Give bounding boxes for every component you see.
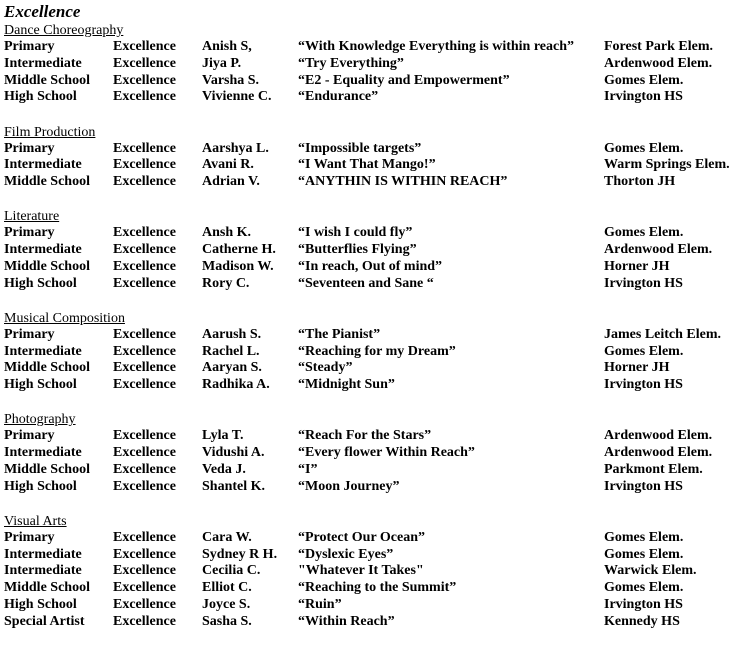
student-name: Aaryan S. (202, 360, 262, 376)
grade-level: Primary (4, 225, 55, 241)
award-type: Excellence (113, 546, 176, 562)
entry-title: “ANYTHIN IS WITHIN REACH” (298, 174, 508, 189)
award-type: Excellence (113, 275, 176, 291)
grade-level: Intermediate (4, 546, 82, 562)
entry-title: “E2 - Equality and Empowerment” (298, 72, 510, 88)
grade-level: Primary (4, 326, 55, 342)
entry-title: “Within Reach” (298, 613, 395, 629)
award-row (4, 597, 740, 614)
school-name: Gomes Elem. (604, 546, 684, 562)
school-name: Gomes Elem. (604, 140, 684, 156)
student-name: Ansh K. (202, 225, 252, 241)
award-type: Excellence (113, 377, 176, 392)
grade-level: Primary (4, 428, 55, 444)
award-row (4, 141, 740, 158)
award-type: Excellence (113, 140, 176, 156)
grade-level: Special Artist (4, 613, 85, 629)
school-name: Irvington HS (604, 596, 683, 612)
category-section (4, 124, 740, 191)
award-row (4, 174, 740, 191)
award-row (4, 56, 740, 73)
category-heading: Visual Arts (4, 513, 67, 529)
student-name: Madison W. (202, 258, 274, 274)
grade-level: Middle School (4, 72, 90, 88)
grade-level: Middle School (4, 461, 90, 477)
entry-title: “I Want That Mango!” (298, 157, 436, 173)
award-row (4, 73, 740, 90)
grade-level: Intermediate (4, 343, 82, 359)
entry-title: “I” (298, 461, 318, 477)
award-type: Excellence (113, 258, 176, 274)
award-type: Excellence (113, 225, 176, 241)
award-row (4, 39, 740, 56)
entry-title: "Whatever It Takes" (298, 563, 424, 579)
award-row (4, 563, 740, 580)
grade-level: High School (4, 377, 77, 392)
grade-level: High School (4, 596, 77, 612)
award-row (4, 479, 740, 496)
award-type: Excellence (113, 580, 176, 595)
award-type: Excellence (113, 174, 176, 189)
student-name: Radhika A. (202, 377, 270, 392)
grade-level: Middle School (4, 580, 90, 595)
student-name: Rachel L. (202, 343, 260, 359)
award-type: Excellence (113, 461, 176, 477)
section-spacer (4, 394, 740, 412)
school-name: Irvington HS (604, 275, 683, 291)
student-name: Shantel K. (202, 478, 266, 494)
award-row (4, 462, 740, 479)
school-name: Warwick Elem. (604, 563, 697, 579)
grade-level: High School (4, 275, 77, 291)
student-name: Vidushi A. (202, 445, 265, 460)
entry-title: “Endurance” (298, 89, 379, 105)
award-type: Excellence (113, 478, 176, 494)
student-name: Sydney R H. (202, 546, 278, 562)
award-row (4, 377, 740, 394)
grade-level: High School (4, 478, 77, 494)
award-row (4, 547, 740, 564)
entry-title: “I wish I could fly” (298, 225, 413, 241)
school-name: Irvington HS (604, 89, 683, 105)
grade-level: Primary (4, 140, 55, 156)
entry-title: “Moon Journey” (298, 478, 400, 494)
school-name: Gomes Elem. (604, 343, 684, 359)
school-name: Ardenwood Elem. (604, 445, 713, 460)
entry-title: “Seventeen and Sane “ (298, 275, 434, 291)
grade-level: High School (4, 89, 77, 105)
award-type: Excellence (113, 445, 176, 460)
category-section (4, 208, 740, 292)
grade-level: Intermediate (4, 445, 82, 460)
award-type: Excellence (113, 89, 176, 105)
school-name: Warm Springs Elem. (604, 157, 730, 173)
grade-level: Middle School (4, 360, 90, 376)
award-row (4, 344, 740, 361)
entry-title: “Reaching for my Dream” (298, 343, 456, 359)
entry-title: “Every flower Within Reach” (298, 445, 475, 460)
entry-title: “Ruin” (298, 596, 342, 612)
category-heading: Literature (4, 209, 60, 225)
award-type: Excellence (113, 596, 176, 612)
award-row (4, 428, 740, 445)
school-name: Gomes Elem. (604, 72, 684, 88)
school-name: Horner JH (604, 258, 670, 274)
award-type: Excellence (113, 39, 176, 54)
category-section (4, 513, 740, 631)
student-name: Anish S, (202, 39, 252, 54)
entry-title: “Impossible targets” (298, 140, 422, 156)
entry-title: “Protect Our Ocean” (298, 529, 426, 545)
categories-list (4, 22, 740, 630)
entry-title: “Try Everything” (298, 55, 404, 71)
category-heading: Film Production (4, 124, 96, 140)
award-type: Excellence (113, 613, 176, 629)
grade-level: Intermediate (4, 563, 82, 579)
award-row (4, 242, 740, 259)
award-row (4, 276, 740, 293)
school-name: Irvington HS (604, 478, 683, 494)
entry-title: “Midnight Sun” (298, 377, 395, 392)
student-name: Cara W. (202, 529, 252, 545)
school-name: Forest Park Elem. (604, 39, 713, 54)
award-row (4, 89, 740, 106)
award-type: Excellence (113, 428, 176, 444)
award-type: Excellence (113, 157, 176, 173)
award-type: Excellence (113, 55, 176, 71)
entry-title: “The Pianist” (298, 326, 381, 342)
school-name: Horner JH (604, 360, 670, 376)
category-section (4, 310, 740, 394)
school-name: Ardenwood Elem. (604, 428, 713, 444)
award-row (4, 327, 740, 344)
school-name: Parkmont Elem. (604, 461, 703, 477)
student-name: Sasha S. (202, 613, 252, 629)
category-heading: Musical Composition (4, 310, 125, 326)
award-row (4, 225, 740, 242)
award-type: Excellence (113, 72, 176, 88)
category-heading: Photography (4, 412, 76, 428)
student-name: Rory C. (202, 275, 250, 291)
entry-title: “Reach For the Stars” (298, 428, 432, 444)
student-name: Vivienne C. (202, 89, 272, 105)
student-name: Catherne H. (202, 242, 276, 257)
entry-title: “In reach, Out of mind” (298, 258, 443, 274)
award-type: Excellence (113, 343, 176, 359)
student-name: Joyce S. (202, 596, 251, 612)
grade-level: Primary (4, 529, 55, 545)
category-section (4, 411, 740, 495)
award-type: Excellence (113, 242, 176, 257)
award-row (4, 530, 740, 547)
entry-title: “With Knowledge Everything is within reach” (298, 39, 575, 54)
award-row (4, 157, 740, 174)
school-name: Irvington HS (604, 377, 683, 392)
award-row (4, 614, 740, 631)
section-spacer (4, 495, 740, 513)
grade-level: Intermediate (4, 157, 82, 173)
student-name: Avani R. (202, 157, 254, 173)
award-type: Excellence (113, 360, 176, 376)
school-name: James Leitch Elem. (604, 326, 722, 342)
school-name: Gomes Elem. (604, 225, 684, 241)
school-name: Gomes Elem. (604, 529, 684, 545)
student-name: Veda J. (202, 461, 246, 477)
award-row (4, 259, 740, 276)
student-name: Adrian V. (202, 174, 260, 189)
school-name: Thorton JH (604, 174, 676, 189)
entry-title: “Dyslexic Eyes” (298, 546, 394, 562)
category-heading: Dance Choreography (4, 23, 124, 38)
school-name: Ardenwood Elem. (604, 55, 713, 71)
grade-level: Middle School (4, 174, 90, 189)
student-name: Aarshya L. (202, 140, 269, 156)
category-section (4, 22, 740, 106)
student-name: Varsha S. (202, 72, 260, 88)
award-type: Excellence (113, 563, 176, 579)
grade-level: Intermediate (4, 242, 82, 257)
section-spacer (4, 292, 740, 310)
entry-title: “Steady” (298, 360, 353, 376)
school-name: Gomes Elem. (604, 580, 684, 595)
awards-document (4, 2, 740, 630)
grade-level: Primary (4, 39, 55, 54)
award-row (4, 360, 740, 377)
student-name: Cecilia C. (202, 563, 261, 579)
section-spacer (4, 106, 740, 124)
award-type: Excellence (113, 529, 176, 545)
document-title: Excellence (4, 2, 81, 21)
section-spacer (4, 191, 740, 209)
grade-level: Intermediate (4, 55, 82, 71)
grade-level: Middle School (4, 258, 90, 274)
award-row (4, 445, 740, 462)
student-name: Lyla T. (202, 428, 244, 444)
student-name: Jiya P. (202, 55, 242, 71)
school-name: Kennedy HS (604, 613, 680, 629)
student-name: Aarush S. (202, 326, 262, 342)
award-row (4, 580, 740, 597)
entry-title: “Reaching to the Summit” (298, 580, 457, 595)
entry-title: “Butterflies Flying” (298, 242, 417, 257)
award-type: Excellence (113, 326, 176, 342)
school-name: Ardenwood Elem. (604, 242, 713, 257)
student-name: Elliot C. (202, 580, 252, 595)
